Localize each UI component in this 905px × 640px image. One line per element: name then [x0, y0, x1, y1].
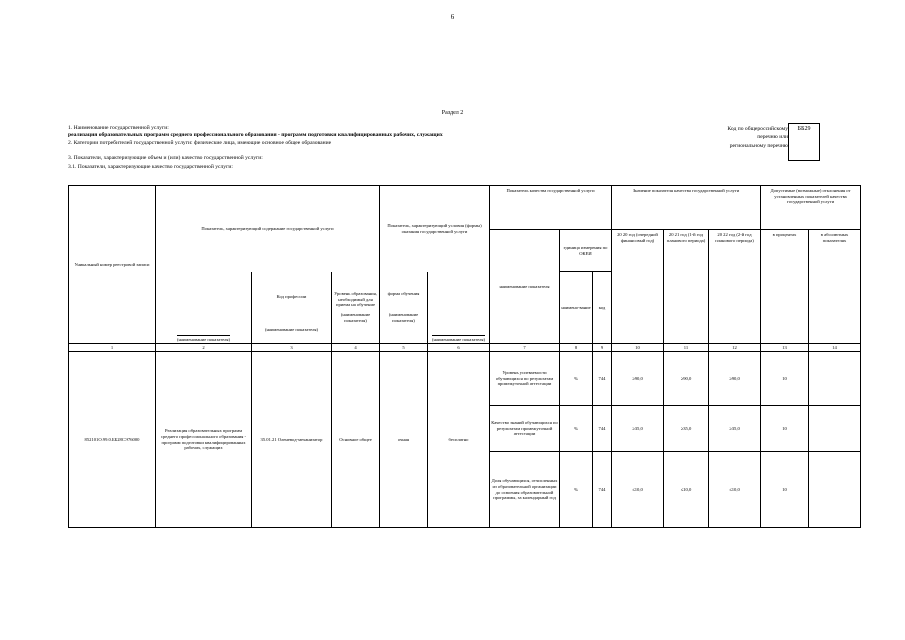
indicator-value-2022: ≥90,0: [709, 352, 761, 406]
registry-number-cell: 852101О.99.0.ББ28СЭ76000: [69, 352, 156, 528]
column-number-row: [69, 344, 861, 352]
header-edu-level: Уровень образования, необходимый для приема на обучение: [334, 291, 377, 308]
header-profession-code: Код профессии: [276, 293, 307, 299]
profession-param-label: (наименование показателя): [264, 327, 319, 333]
indicator-value-2021: ≥90,0: [664, 352, 709, 406]
header-indicator-name: наименование показателя: [490, 230, 560, 344]
header-indicator-values: Значение показателя качества государственной услуги: [612, 186, 761, 230]
section-title: Раздел 2: [441, 110, 464, 116]
profession-cell: 35.01.21 Оленевод-механизатор: [252, 352, 332, 528]
study-form-cell: очная: [380, 352, 428, 528]
header-form-cell: [380, 272, 428, 344]
indicator-code-cell: 744: [593, 352, 612, 406]
indicator-name-cell: Качество знаний обучающихся по результатам промежуточной аттестации: [490, 406, 560, 452]
header-year-2020: 20 20 год (очередной финансовый год): [612, 230, 664, 344]
header-quality-indicator: Показатель качества государственной услуги: [490, 186, 612, 230]
col-number: 7: [490, 344, 560, 352]
edu-level-param-label: (наименование показателя): [340, 312, 371, 323]
service-name-value: реализация образовательных программ среднего профессионального образования - программ подготовки квалифицированных рабочих, служащих: [68, 132, 443, 138]
deviation-absolute-cell: [809, 352, 861, 406]
table-row: [69, 352, 861, 406]
header-deviation-absolute: в абсолютных показателях: [809, 230, 861, 344]
conditions-param-label: (наименование показателя): [431, 337, 486, 343]
col-number: 9: [593, 344, 612, 352]
header-deviation-percent: в процентах: [761, 230, 809, 344]
payment-cell: бесплатно: [428, 352, 490, 528]
header-profession-code-cell: [252, 272, 332, 344]
header-content-param: [156, 272, 252, 344]
col-number: 6: [428, 344, 490, 352]
header-deviations: Допустимые (возможные) отклонения от установленных показателей качества государственной услуги: [761, 186, 861, 230]
header-study-form: форма обучения: [387, 290, 420, 296]
header-service-content: Показатель, характеризующий содержание государственной услуги: [156, 186, 380, 272]
indicator-value-2021: ≤10,0: [664, 452, 709, 528]
indicator-code-cell: 744: [593, 406, 612, 452]
col-number: 3: [252, 344, 332, 352]
content-param-label: (наименование показателя): [176, 337, 231, 343]
deviation-percent-cell: 10: [761, 452, 809, 528]
header-unit-okei: единица измерения по ОКЕИ: [560, 230, 612, 272]
indicator-unit-cell: %: [560, 452, 593, 528]
col-number: 8: [560, 344, 593, 352]
code-label-line-3: региональному перечню: [729, 142, 788, 149]
indicator-value-2020: ≤10,0: [612, 452, 664, 528]
header-conditions-param: [428, 272, 490, 344]
col-number: 2: [156, 344, 252, 352]
registry-code-label: [688, 125, 788, 150]
indicator-value-2020: ≥90,0: [612, 352, 664, 406]
header-unit-name: наимено-вание: [560, 272, 593, 344]
col-number: 14: [809, 344, 861, 352]
deviation-percent-cell: 10: [761, 352, 809, 406]
indicator-value-2022: ≤10,0: [709, 452, 761, 528]
header-year-2022: 20 22 год (2-й год планового периода): [709, 230, 761, 344]
col-number: 1: [69, 344, 156, 352]
deviation-absolute-cell: [809, 452, 861, 528]
quality-indicators-heading: 3.1. Показатели, характеризующие качество государственной услуги:: [68, 164, 233, 170]
program-cell: Реализация образовательных программ среднего профессионального образования - программ подготовки квалифицированных рабочих, служащих: [156, 352, 252, 528]
col-number: 10: [612, 344, 664, 352]
deviation-absolute-cell: [809, 406, 861, 452]
quality-indicators-table: [68, 185, 861, 528]
header-service-conditions: Показатель, характеризующий условия (формы) оказания государственной услуги: [380, 186, 490, 272]
code-label-line-2: перечню или: [757, 134, 788, 141]
indicator-unit-cell: %: [560, 352, 593, 406]
header-registry-number: Уникальный номер реестровой записи: [69, 186, 156, 344]
indicator-value-2021: ≥35,0: [664, 406, 709, 452]
header-edu-level-cell: [332, 272, 380, 344]
indicator-value-2022: ≥35,0: [709, 406, 761, 452]
indicator-name-cell: Уровень успеваемости обучающихся по результатам промежуточной аттестации: [490, 352, 560, 406]
service-name-label: 1. Наименование государственной услуги:: [68, 125, 169, 131]
registry-code-box: ББ29: [788, 123, 820, 161]
indicators-heading: 3. Показатели, характеризующие объем и (или) качество государственной услуги:: [68, 155, 263, 161]
header-unit-code: код: [593, 272, 612, 344]
code-label-line-1: Код по общероссийскому: [727, 126, 788, 132]
form-param-label: (наименование показателя): [388, 312, 419, 324]
col-number: 12: [709, 344, 761, 352]
deviation-percent-cell: 10: [761, 406, 809, 452]
col-number: 13: [761, 344, 809, 352]
consumer-categories: 2. Категории потребителей государственной услуги: физические лица, имеющие основное общее образование: [68, 140, 332, 146]
indicator-value-2020: ≥35,0: [612, 406, 664, 452]
col-number: 5: [380, 344, 428, 352]
indicator-name-cell: Доля обучающихся, отчисленных из образовательной организации до освоения образовательной программы, за календарный год: [490, 452, 560, 528]
header-year-2021: 20 21 год (1-й год планового периода): [664, 230, 709, 344]
col-number: 11: [664, 344, 709, 352]
indicator-unit-cell: %: [560, 406, 593, 452]
page-number: 6: [450, 13, 455, 21]
col-number: 4: [332, 344, 380, 352]
edu-level-cell: Основное общее: [332, 352, 380, 528]
indicator-code-cell: 744: [593, 452, 612, 528]
